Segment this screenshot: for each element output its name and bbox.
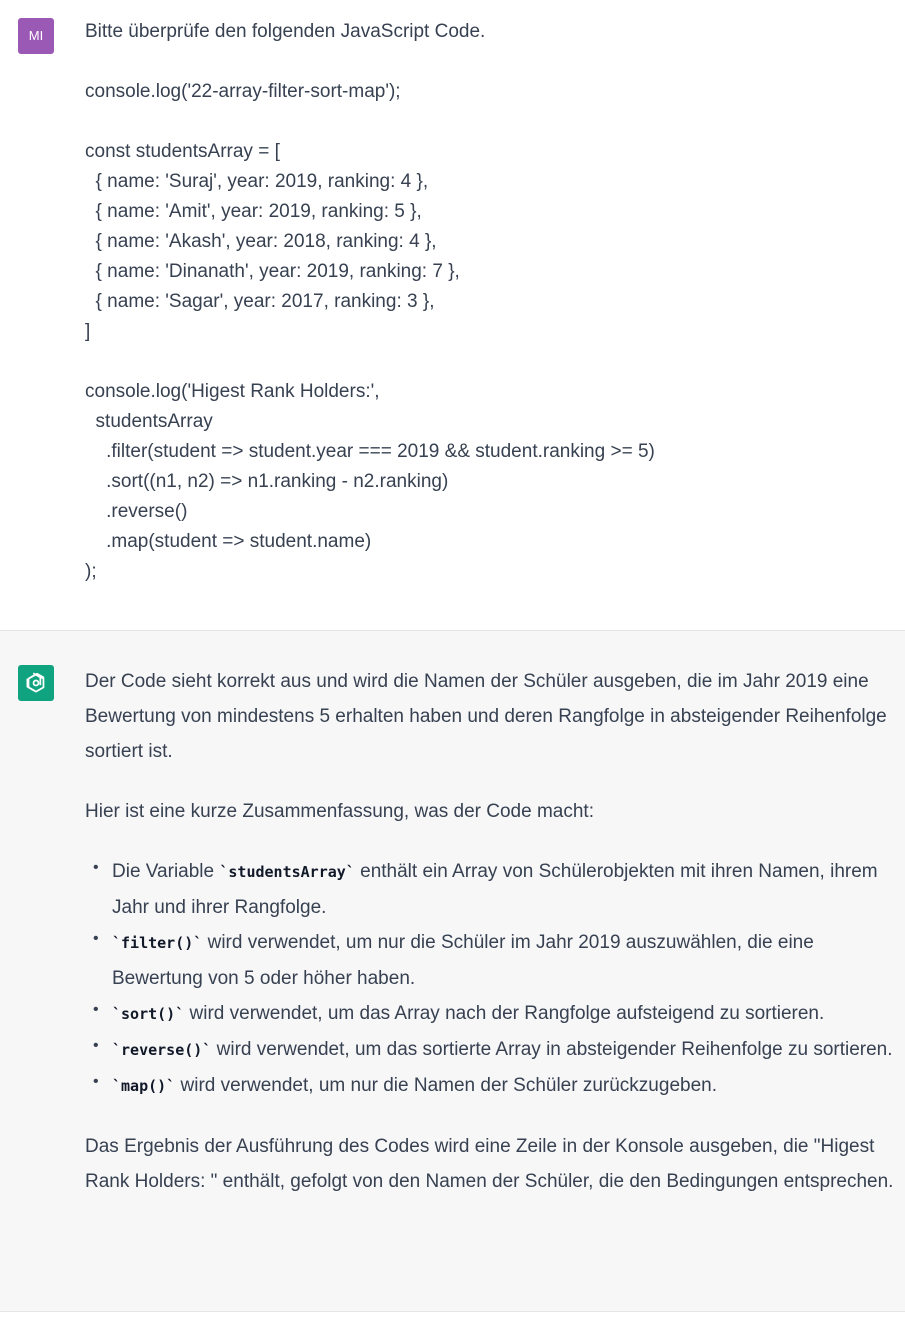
openai-logo-icon: [18, 665, 54, 701]
user-avatar: [18, 18, 54, 54]
assistant-intro: Der Code sieht korrekt aus und wird die Namen der Schüler ausgeben, die im Jahr 2019 eine Bewertung von mindestens 5 erhalten haben und deren Rangfolge in absteigender Reihenfolge sortiert ist.: [85, 671, 887, 762]
user-line: .reverse(): [85, 501, 188, 522]
bullet-text: wird verwendet, um das sortierte Array in absteigender Reihenfolge zu sortieren.: [211, 1039, 893, 1060]
user-line: .filter(student => student.year === 2019 && student.ranking >= 5): [85, 441, 655, 462]
inline-code: `reverse()`: [112, 1041, 212, 1059]
user-avatar-initials: MI: [28, 28, 44, 43]
user-line: { name: 'Sagar', year: 2017, ranking: 3 },: [85, 291, 435, 312]
user-line: [85, 107, 885, 137]
inline-code: `map()`: [112, 1077, 176, 1095]
user-line: console.log('Higest Rank Holders:',: [85, 381, 380, 402]
user-line: [85, 347, 885, 377]
assistant-summary-heading: Hier ist eine kurze Zusammenfassung, was der Code macht:: [85, 801, 594, 822]
inline-code: `studentsArray`: [219, 863, 355, 881]
user-line: { name: 'Suraj', year: 2019, ranking: 4 },: [85, 171, 429, 192]
assistant-message-text: [85, 664, 900, 1199]
user-line: console.log('22-array-filter-sort-map');: [85, 81, 401, 102]
assistant-conclusion: Das Ergebnis der Ausführung des Codes wird eine Zeile in der Konsole ausgeben, die "Higest Rank Holders: " enthält, gefolgt von den Namen der Schüler, die den Bedingungen entsprechen.: [85, 1136, 894, 1192]
assistant-message: [0, 630, 905, 1312]
bullet-text: wird verwendet, um nur die Schüler im Jahr 2019 auszuwählen, die eine Bewertung von 5 oder höher haben.: [112, 932, 814, 989]
user-line: { name: 'Dinanath', year: 2019, ranking: 7 },: [85, 261, 460, 282]
inline-code: `sort()`: [112, 1005, 185, 1023]
user-line: ]: [85, 321, 91, 342]
bullet-text: wird verwendet, um nur die Namen der Schüler zurückzugeben.: [175, 1075, 717, 1096]
user-line: [85, 47, 885, 77]
list-item: [85, 854, 900, 925]
inline-code: `filter()`: [112, 934, 203, 952]
user-line: .map(student => student.name): [85, 531, 372, 552]
user-line: studentsArray: [85, 411, 213, 432]
user-line: { name: 'Akash', year: 2018, ranking: 4 },: [85, 231, 437, 252]
user-line: Bitte überprüfe den folgenden JavaScript Code.: [85, 21, 486, 42]
bullet-prefix: Die Variable: [112, 861, 220, 882]
list-item: [85, 925, 900, 996]
bullet-text: wird verwendet, um das Array nach der Rangfolge aufsteigend zu sortieren.: [184, 1003, 825, 1024]
user-message: [0, 0, 905, 630]
list-item: [85, 1032, 900, 1068]
user-line: const studentsArray = [: [85, 141, 280, 162]
bullet-text: enthält ein Array von Schülerobjekten mit ihren Namen, ihrem Jahr und ihrer Rangfolge.: [112, 861, 878, 918]
user-message-text: [85, 17, 885, 587]
list-item: [85, 1068, 900, 1104]
user-line: { name: 'Amit', year: 2019, ranking: 5 },: [85, 201, 422, 222]
list-item: [85, 996, 900, 1032]
user-line: .sort((n1, n2) => n1.ranking - n2.ranking): [85, 471, 449, 492]
user-line: );: [85, 561, 97, 582]
summary-list: [85, 854, 900, 1104]
